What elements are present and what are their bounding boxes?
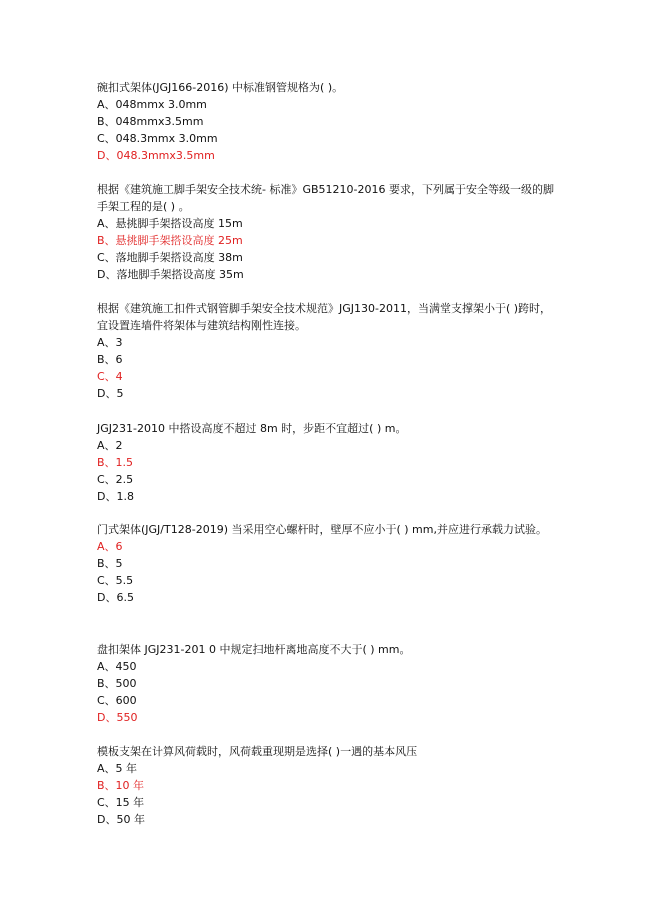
- option-d: D、6.5: [97, 591, 134, 604]
- question-stem: 盘扣架体 JGJ231-201 0 中规定扫地杆离地高度不大于( ) mm。: [97, 643, 411, 656]
- option-d-correct: D、048.3mmx3.5mm: [97, 149, 215, 162]
- question-stem: JGJ231-2010 中搭设高度不超过 8m 时，步距不宜超过( ) m。: [97, 422, 407, 435]
- option-c: C、落地脚手架搭设高度 38m: [97, 251, 243, 264]
- option-b-correct: B、悬挑脚手架搭设高度 25m: [97, 234, 243, 247]
- question-stem: 门式架体(JGJ/T128-2019) 当采用空心螺杆时，壁厚不应小于( ) mm,并应进行承载力试验。: [97, 523, 547, 536]
- question-7: [97, 743, 557, 828]
- option-d: D、1.8: [97, 490, 134, 503]
- option-b: B、500: [97, 677, 137, 690]
- option-b: B、6: [97, 353, 123, 366]
- option-a-correct: A、6: [97, 540, 123, 553]
- question-3: [97, 300, 557, 402]
- option-b: B、5: [97, 557, 123, 570]
- option-c-correct: C、4: [97, 370, 123, 383]
- option-a: A、悬挑脚手架搭设高度 15m: [97, 217, 243, 230]
- option-c: C、5.5: [97, 574, 134, 587]
- option-c: C、2.5: [97, 473, 134, 486]
- option-c: C、048.3mmx 3.0mm: [97, 132, 218, 145]
- question-5: [97, 521, 557, 606]
- option-a: A、3: [97, 336, 123, 349]
- question-stem: 根据《建筑施工脚手架安全技术统- 标准》GB51210-2016 要求，下列属于安全等级一级的脚手架工程的是( ) 。: [97, 183, 554, 213]
- option-b: B、048mmx3.5mm: [97, 115, 204, 128]
- option-d: D、50 年: [97, 813, 145, 826]
- option-b-correct: B、1.5: [97, 456, 134, 469]
- option-b-correct: B、10 年: [97, 779, 145, 792]
- question-4: [97, 420, 557, 505]
- question-6: [97, 641, 557, 726]
- option-a: A、2: [97, 439, 123, 452]
- question-2: [97, 181, 557, 283]
- option-a: A、048mmx 3.0mm: [97, 98, 207, 111]
- question-1: [97, 79, 557, 164]
- option-d-correct: D、550: [97, 711, 138, 724]
- option-d: D、5: [97, 387, 124, 400]
- option-c: C、600: [97, 694, 137, 707]
- question-stem: 根据《建筑施工扣件式钢管脚手架安全技术规范》JGJ130-2011，当满堂支撑架小于( )跨时，宜设置连墙件将架体与建筑结构刚性连接。: [97, 302, 552, 332]
- question-stem: 模板支架在计算风荷载时，风荷载重现期是选择( )一遇的基本风压: [97, 745, 418, 758]
- option-c: C、15 年: [97, 796, 145, 809]
- option-a: A、5 年: [97, 762, 138, 775]
- option-a: A、450: [97, 660, 137, 673]
- option-d: D、落地脚手架搭设高度 35m: [97, 268, 244, 281]
- question-stem: 碗扣式架体(JGJ166-2016) 中标准钢管规格为( )。: [97, 81, 344, 94]
